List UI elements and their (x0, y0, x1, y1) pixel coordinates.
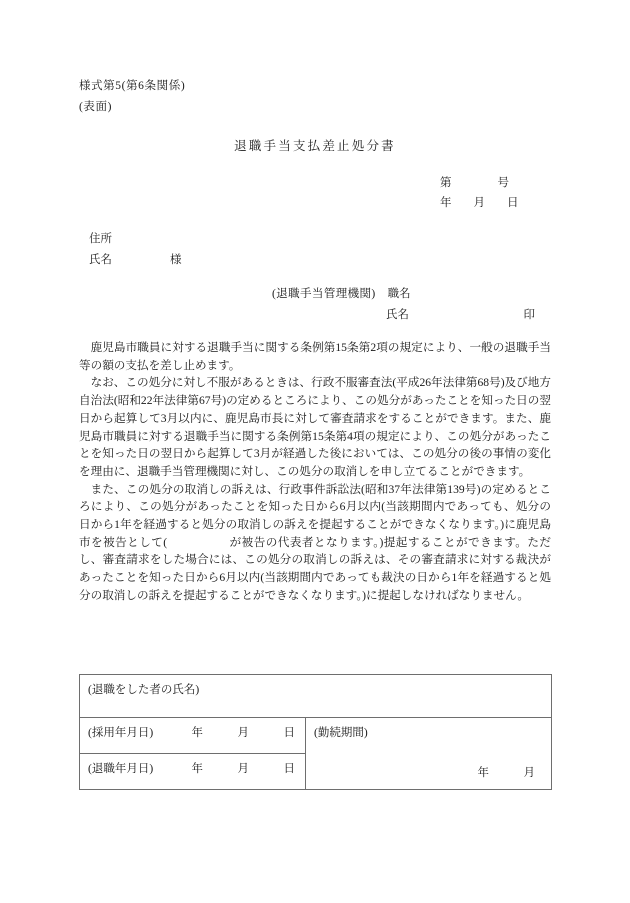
hire-date-units (192, 724, 296, 740)
issuer-organization-label: (退職手当管理機関) (272, 288, 376, 300)
service-period-label: (勤続期間) (314, 727, 368, 739)
retire-date-year-unit: 年 (191, 763, 203, 775)
retiree-name-label: (退職をした者の氏名) (88, 684, 200, 696)
retiree-name-cell[interactable] (80, 675, 552, 718)
service-period-month-unit: 月 (523, 767, 536, 779)
retire-date-label: (退職年月日) (88, 763, 154, 775)
table-row-hire-date (80, 718, 552, 754)
address-label: 住所 (89, 233, 112, 245)
retire-date-month-unit: 月 (237, 763, 249, 775)
issuer-block (272, 284, 535, 326)
hire-date-month-unit: 月 (237, 727, 249, 739)
number-suffix-label: 号 (497, 177, 509, 189)
body-paragraph-1: 鹿児島市職員に対する退職手当に関する条例第15条第2項の規定により、一般の退職手当等の額の支払を差し止めます。 (79, 341, 551, 372)
issuer-name-row (272, 305, 535, 326)
addressee-address-row (89, 229, 182, 250)
document-body (79, 339, 551, 605)
hire-date-label: (採用年月日) (88, 727, 154, 739)
addressee-block (89, 229, 182, 271)
body-paragraph-3 (79, 481, 551, 605)
document-date-row (440, 193, 519, 213)
issuer-name-label: 氏名 (386, 309, 409, 321)
document-title: 退職手当支払差止処分書 (234, 139, 396, 153)
service-period-units (478, 764, 536, 780)
year-label: 年 (440, 197, 452, 209)
form-number: 様式第5(第6条関係) (79, 80, 186, 92)
honorific-label: 様 (170, 254, 182, 266)
month-label: 月 (473, 197, 485, 209)
form-identifier (79, 76, 185, 118)
hire-date-cell[interactable] (80, 718, 306, 754)
hire-date-day-unit: 日 (283, 727, 295, 739)
seal-label: 印 (523, 309, 535, 321)
day-label: 日 (507, 197, 519, 209)
body-paragraph-2: なお、この処分に対し不服があるときは、行政不服審査法(平成26年法律第68号)及び地方自治法(昭和22年法律第67号)の定めるところにより、この処分があったことを知った日の翌日から起算して3月以内に、鹿児島市長に対して審査請求をすることができます。また、鹿児島市職員に対する退職手当に関する条例第15条第4項の規定により、この処分があったことを知った日の翌日から起算して3月が経過した後においては、この処分の後の事情の変化を理由に、退職手当管理機関に対し、この処分の取消しを申し立てることができます。 (79, 376, 551, 478)
hire-date-year-unit: 年 (191, 727, 203, 739)
retire-date-day-unit: 日 (283, 763, 295, 775)
name-label: 氏名 (89, 254, 112, 266)
addressee-name-row (89, 250, 182, 271)
issuer-position-label: 職名 (387, 288, 411, 300)
body-paragraph-3-part-1: また、この処分の取消しの訴えは、行政事件訴訟法(昭和37年法律第139号)の定めるところにより、この処分があったことを知った日から6月以内(当該期間内であっても、処分の日から1年を経過すると処分の取消しの訴えを提起することができなくなります。)に鹿児島市を被告として( (79, 482, 551, 549)
retiree-info-table (79, 674, 552, 790)
document-number-row (440, 173, 519, 193)
retire-date-units (192, 760, 296, 776)
service-period-cell[interactable] (306, 718, 552, 790)
table-row-retiree-name (80, 675, 552, 718)
document-meta (440, 173, 519, 213)
form-side-label: (表面) (79, 101, 113, 113)
number-prefix-label: 第 (440, 177, 452, 189)
service-period-year-unit: 年 (477, 767, 490, 779)
issuer-organization-row (272, 284, 535, 305)
retire-date-cell[interactable] (80, 754, 306, 790)
body-paragraph-3-part-2: が被告の代表者となります。)提起することができます。ただし、審査請求をした場合には、この処分の取消しの訴えは、その審査請求に対する裁決があったことを知った日から6月以内(当該期間内であっても裁決の日から1年を経過すると処分の取消しの訴えを提起することができなくなります。)に提起しなければなりません。 (79, 535, 551, 602)
